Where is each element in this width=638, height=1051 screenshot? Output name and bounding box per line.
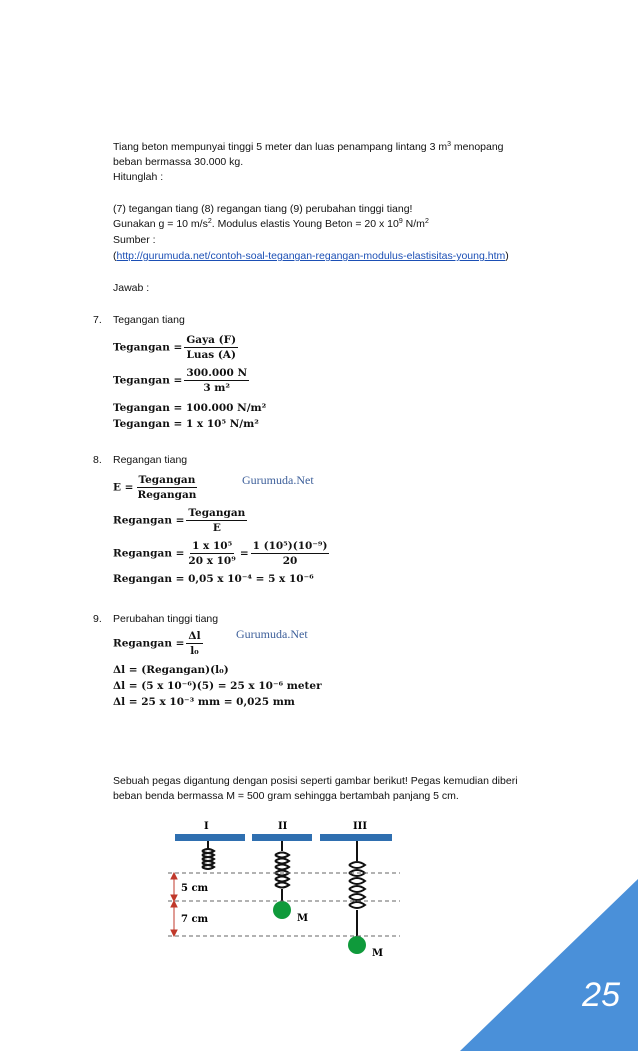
problem-line-4: (7) tegangan tiang (8) regangan tiang (9) perubahan tinggi tiang! <box>113 203 413 215</box>
item-7-title: Tegangan tiang <box>113 314 185 326</box>
item-9-title: Perubahan tinggi tiang <box>113 613 219 625</box>
item-8-title: Regangan tiang <box>113 454 188 466</box>
spring-problem-line-2: beban benda bermassa M = 500 gram sehingga bertambah panjang 5 cm. <box>113 790 459 802</box>
plate-2 <box>252 834 312 841</box>
spring-1 <box>202 841 214 869</box>
problem-line-5: Gunakan g = 10 $m/s^2$. Modulus elastis Young Beton = 20 x $10^9$ $N/m^2$ <box>113 218 429 230</box>
spring-problem-line-1: Sebuah pegas digantung dengan posisi seperti gambar berikut! Pegas kemudian diberi <box>113 775 518 787</box>
item-8-eq-3: Regangan = $\frac{\text{1 x 10⁵}}{\text{20 x 10⁹}}$ = $\frac{\text{1 (10⁵)(10⁻⁹)}}{20}$ <box>113 540 328 567</box>
spring-figure <box>160 815 400 960</box>
item-8-eq-1: E = $\frac{\text{Tegangan}}{\text{Regangan}}$ <box>113 474 197 501</box>
item-7-eq-4: Tegangan = 1 x 10⁵ N/m² <box>113 418 259 430</box>
mass-2 <box>273 901 291 919</box>
mass-3 <box>348 936 366 954</box>
mass-label-3: M <box>372 948 384 959</box>
spring-label-2: II <box>278 821 288 832</box>
spring-2 <box>275 841 289 903</box>
source-link[interactable]: http://gurumuda.net/contoh-soal-tegangan-regangan-modulus-elastisitas-young.htm <box>116 250 506 262</box>
item-9-eq-2: Δl = (Regangan)(l₀) <box>113 664 229 676</box>
plate-3 <box>320 834 392 841</box>
item-9-number: 9. <box>93 613 102 625</box>
item-7-eq-3: Tegangan = 100.000 N/m² <box>113 402 267 414</box>
spring-3 <box>349 841 365 937</box>
watermark-gurumuda-1: Gurumuda.Net <box>242 473 314 487</box>
item-7-eq-2: Tegangan = $\frac{300.000 N}{\text{3 m²}}$ <box>113 367 248 394</box>
item-8-number: 8. <box>93 454 102 466</box>
problem-source: (http://gurumuda.net/contoh-soal-tegangan-regangan-modulus-elastisitas-young.htm) <box>113 250 509 262</box>
jawab-label: Jawab : <box>113 282 150 294</box>
problem-line-2: beban bermassa 30.000 kg. <box>113 156 244 168</box>
item-9-eq-3: Δl = (5 x 10⁻⁶)(5) = 25 x 10⁻⁶ meter <box>113 680 322 692</box>
dimension-label-5cm: 5 cm <box>181 883 209 894</box>
item-8-eq-4: Regangan = 0,05 x 10⁻⁴ = 5 x 10⁻⁶ <box>113 573 314 585</box>
item-7-number: 7. <box>93 314 102 326</box>
dimension-arrows <box>171 873 177 936</box>
problem-source-label: Sumber : <box>113 234 156 246</box>
problem-line-3: Hitunglah : <box>113 171 164 183</box>
plate-1 <box>175 834 245 841</box>
item-9-eq-1: Regangan = $\frac{\Delta l}{\text{l₀}}$ <box>113 630 201 657</box>
item-7-eq-1: Tegangan = $\frac{\text{Gaya (F)}}{\text{Luas (A)}}$ <box>113 334 237 361</box>
page-corner-triangle <box>460 879 638 1051</box>
mass-label-2: M <box>297 913 309 924</box>
page-number: 25 <box>582 976 620 1014</box>
dimension-label-7cm: 7 cm <box>181 914 209 925</box>
item-8-eq-2: Regangan = $\frac{\text{Tegangan}}{E}$ <box>113 507 246 534</box>
spring-label-3: III <box>353 821 368 832</box>
problem-line-1: Tiang beton mempunyai tinggi 5 meter dan luas penampang lintang 3 $m^3$ menopang <box>113 141 504 153</box>
watermark-gurumuda-2: Gurumuda.Net <box>236 627 308 641</box>
spring-label-1: I <box>204 821 209 832</box>
item-9-eq-4: Δl = 25 x 10⁻³ mm = 0,025 mm <box>113 696 295 708</box>
